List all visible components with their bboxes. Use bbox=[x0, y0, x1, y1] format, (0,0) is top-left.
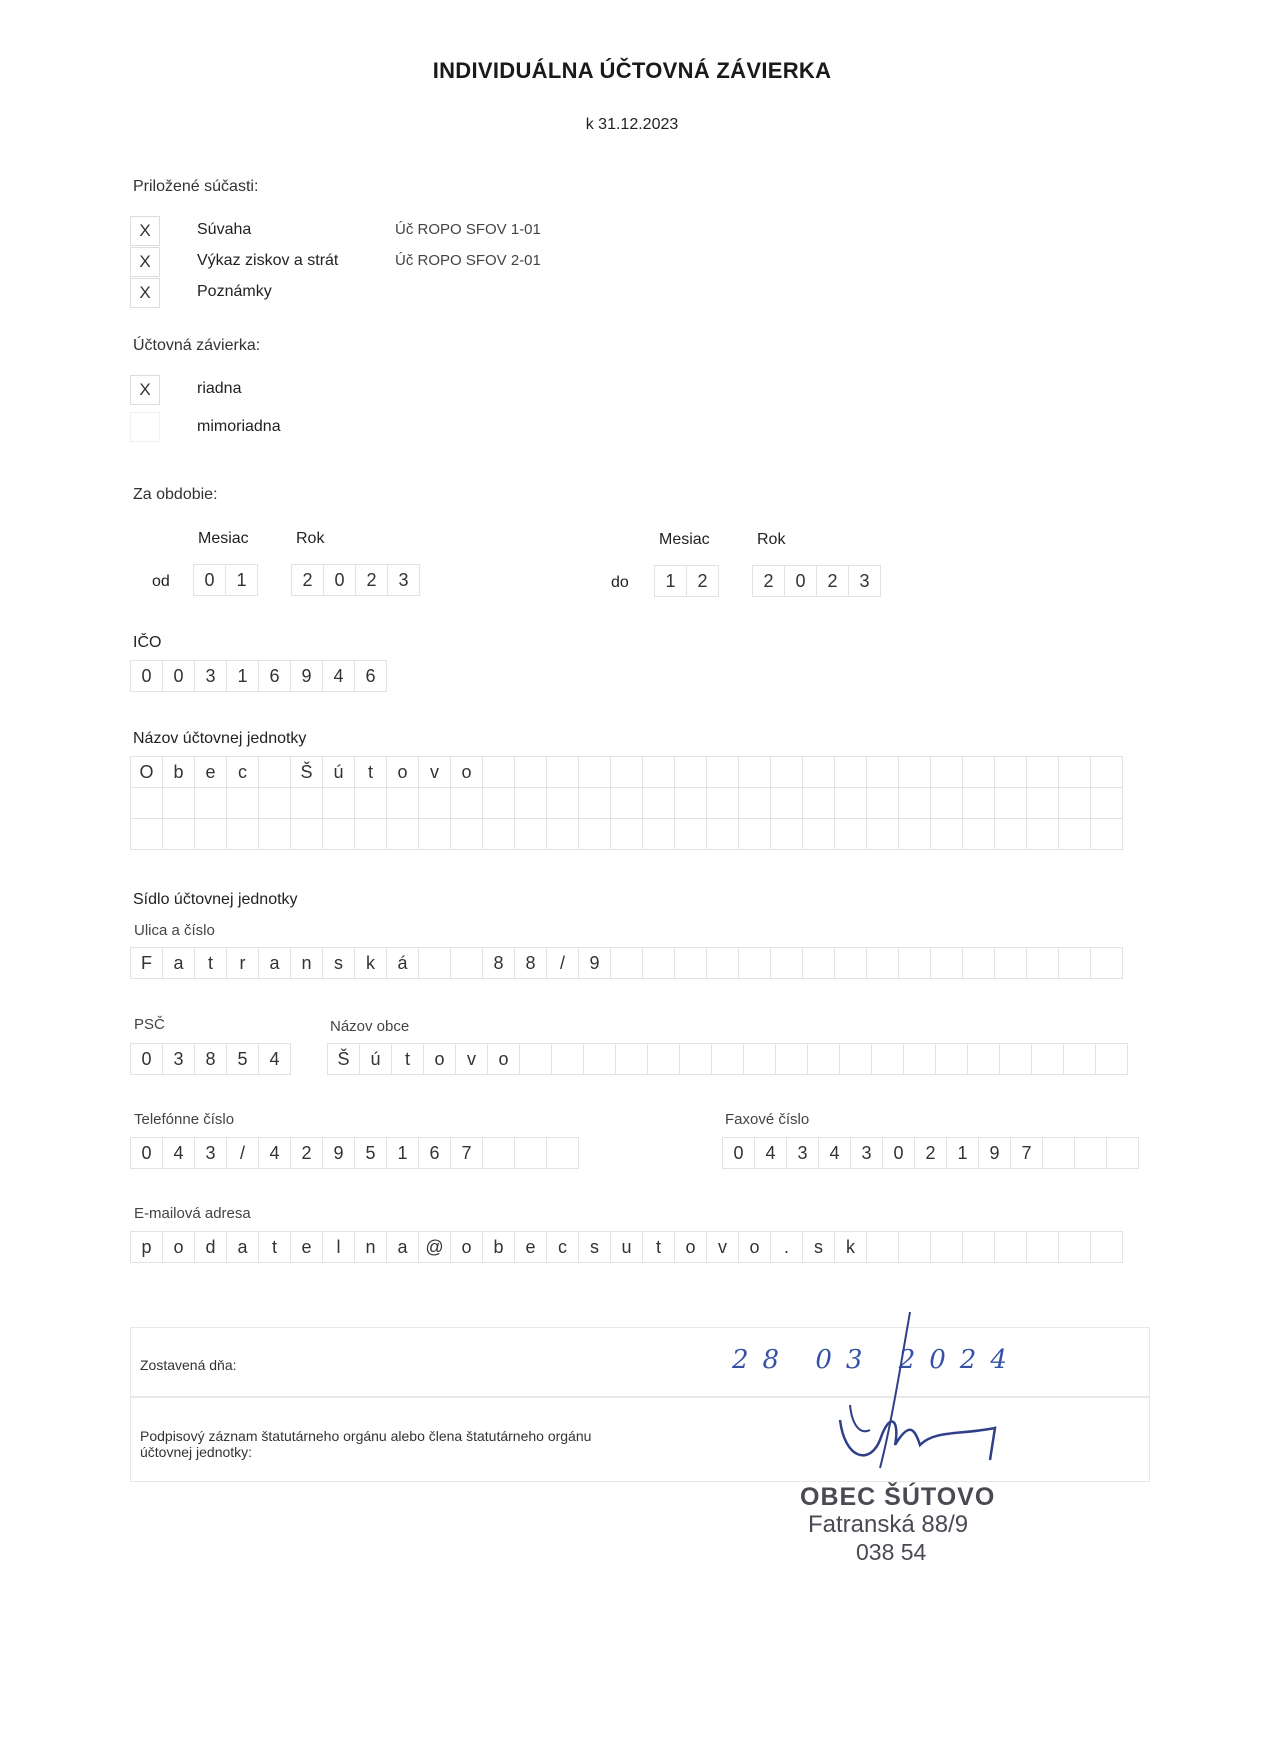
to-year-label: Rok bbox=[757, 531, 786, 548]
char-cell bbox=[610, 756, 643, 788]
char-cell bbox=[866, 1231, 899, 1263]
char-cell: 9 bbox=[322, 1137, 355, 1169]
char-cell: @ bbox=[418, 1231, 451, 1263]
closing-heading: Účtovná závierka: bbox=[133, 337, 261, 354]
address-heading: Sídlo účtovnej jednotky bbox=[133, 891, 298, 908]
char-cell: / bbox=[546, 947, 579, 979]
char-cell: e bbox=[290, 1231, 323, 1263]
attachment-label: Poznámky bbox=[197, 283, 272, 300]
char-cell: 0 bbox=[130, 1137, 163, 1169]
char-cell bbox=[962, 818, 995, 850]
char-cell bbox=[1058, 756, 1091, 788]
char-cell: o bbox=[487, 1043, 520, 1075]
char-cell bbox=[1026, 1231, 1059, 1263]
char-cell: s bbox=[578, 1231, 611, 1263]
entity-name-field[interactable] bbox=[130, 756, 1150, 849]
attachment-code: Úč ROPO SFOV 2-01 bbox=[395, 252, 541, 269]
char-cell: o bbox=[386, 756, 419, 788]
handwritten-signature bbox=[820, 1310, 1020, 1470]
char-cell bbox=[610, 818, 643, 850]
char-cell bbox=[871, 1043, 904, 1075]
char-cell: o bbox=[450, 1231, 483, 1263]
char-cell: 3 bbox=[162, 1043, 195, 1075]
char-cell bbox=[258, 787, 291, 819]
char-cell bbox=[834, 756, 867, 788]
char-cell bbox=[898, 787, 931, 819]
char-cell bbox=[1058, 947, 1091, 979]
char-cell bbox=[130, 818, 163, 850]
digit-cell: 2 bbox=[291, 564, 324, 596]
char-cell bbox=[615, 1043, 648, 1075]
char-cell bbox=[194, 787, 227, 819]
char-cell: 1 bbox=[226, 660, 259, 692]
ico-field[interactable] bbox=[130, 660, 386, 692]
char-cell: 4 bbox=[258, 1043, 291, 1075]
char-cell: 1 bbox=[386, 1137, 419, 1169]
char-cell bbox=[482, 1137, 515, 1169]
char-cell bbox=[1058, 818, 1091, 850]
char-cell bbox=[258, 756, 291, 788]
char-cell bbox=[802, 756, 835, 788]
char-cell bbox=[1074, 1137, 1107, 1169]
signature-label: Podpisový záznam štatutárneho orgánu alebo člena štatutárneho orgánu účtovnej jednotky: bbox=[140, 1428, 592, 1460]
char-cell bbox=[551, 1043, 584, 1075]
checkbox-mimoriadna[interactable] bbox=[130, 412, 160, 442]
char-cell bbox=[967, 1043, 1000, 1075]
char-cell bbox=[834, 947, 867, 979]
char-cell: p bbox=[130, 1231, 163, 1263]
char-cell: 6 bbox=[354, 660, 387, 692]
char-cell bbox=[514, 756, 547, 788]
phone-label: Telefónne číslo bbox=[134, 1111, 235, 1128]
char-cell bbox=[1090, 756, 1123, 788]
char-cell: t bbox=[194, 947, 227, 979]
char-cell: 4 bbox=[322, 660, 355, 692]
char-cell bbox=[930, 1231, 963, 1263]
checkbox-vykaz[interactable]: X bbox=[130, 247, 160, 277]
char-cell: O bbox=[130, 756, 163, 788]
phone-field[interactable] bbox=[130, 1137, 578, 1169]
char-cell bbox=[775, 1043, 808, 1075]
char-cell bbox=[450, 947, 483, 979]
char-cell bbox=[999, 1043, 1032, 1075]
char-cell bbox=[1058, 787, 1091, 819]
stamp-line-1: OBEC ŠÚTOVO bbox=[800, 1483, 996, 1511]
char-cell bbox=[519, 1043, 552, 1075]
char-cell bbox=[1090, 787, 1123, 819]
street-field[interactable] bbox=[130, 947, 1122, 979]
char-cell: 2 bbox=[914, 1137, 947, 1169]
char-cell bbox=[994, 787, 1027, 819]
char-cell bbox=[322, 787, 355, 819]
char-cell: t bbox=[258, 1231, 291, 1263]
char-cell: e bbox=[514, 1231, 547, 1263]
char-cell: e bbox=[194, 756, 227, 788]
char-cell bbox=[642, 947, 675, 979]
char-cell bbox=[674, 787, 707, 819]
street-label: Ulica a číslo bbox=[134, 922, 215, 939]
char-cell: 7 bbox=[450, 1137, 483, 1169]
char-cell: o bbox=[162, 1231, 195, 1263]
char-cell bbox=[418, 818, 451, 850]
char-cell bbox=[482, 756, 515, 788]
stamp-line-2: Fatranská 88/9 bbox=[808, 1511, 969, 1538]
char-cell: c bbox=[226, 756, 259, 788]
psc-field[interactable] bbox=[130, 1043, 290, 1075]
char-cell bbox=[450, 818, 483, 850]
email-label: E-mailová adresa bbox=[134, 1205, 251, 1222]
char-cell: Š bbox=[327, 1043, 360, 1075]
char-cell bbox=[930, 818, 963, 850]
char-cell: ú bbox=[359, 1043, 392, 1075]
from-month-label: Mesiac bbox=[198, 530, 249, 547]
char-cell bbox=[418, 787, 451, 819]
char-cell: s bbox=[322, 947, 355, 979]
char-cell: 0 bbox=[130, 660, 163, 692]
char-cell bbox=[839, 1043, 872, 1075]
char-cell bbox=[642, 787, 675, 819]
char-cell: t bbox=[391, 1043, 424, 1075]
char-cell bbox=[770, 756, 803, 788]
char-cell bbox=[226, 818, 259, 850]
char-cell: a bbox=[258, 947, 291, 979]
char-cell bbox=[962, 787, 995, 819]
char-cell bbox=[706, 787, 739, 819]
char-cell bbox=[706, 818, 739, 850]
char-cell: c bbox=[546, 1231, 579, 1263]
char-cell bbox=[418, 947, 451, 979]
char-cell bbox=[354, 787, 387, 819]
char-cell: a bbox=[226, 1231, 259, 1263]
char-cell: á bbox=[386, 947, 419, 979]
char-cell bbox=[290, 818, 323, 850]
char-cell bbox=[706, 756, 739, 788]
char-cell bbox=[903, 1043, 936, 1075]
char-cell: 8 bbox=[194, 1043, 227, 1075]
char-cell: 9 bbox=[978, 1137, 1011, 1169]
char-cell: 3 bbox=[194, 660, 227, 692]
char-cell bbox=[578, 787, 611, 819]
char-cell bbox=[898, 818, 931, 850]
char-cell bbox=[642, 818, 675, 850]
attachments-heading: Priložené súčasti: bbox=[133, 178, 259, 195]
char-cell bbox=[711, 1043, 744, 1075]
char-cell: b bbox=[162, 756, 195, 788]
from-month-field[interactable] bbox=[193, 564, 257, 596]
char-cell: 0 bbox=[882, 1137, 915, 1169]
char-cell bbox=[1106, 1137, 1139, 1169]
psc-label: PSČ bbox=[134, 1016, 165, 1033]
char-cell bbox=[642, 756, 675, 788]
char-cell: a bbox=[162, 947, 195, 979]
char-cell bbox=[1026, 947, 1059, 979]
char-cell bbox=[770, 818, 803, 850]
digit-cell: 2 bbox=[816, 565, 849, 597]
char-cell bbox=[802, 787, 835, 819]
char-cell bbox=[578, 818, 611, 850]
char-cell: 3 bbox=[850, 1137, 883, 1169]
char-cell: 7 bbox=[1010, 1137, 1043, 1169]
char-cell: . bbox=[770, 1231, 803, 1263]
char-cell bbox=[962, 1231, 995, 1263]
char-cell: ú bbox=[322, 756, 355, 788]
town-label: Názov obce bbox=[330, 1018, 410, 1035]
char-cell bbox=[482, 818, 515, 850]
char-cell bbox=[290, 787, 323, 819]
char-cell: v bbox=[418, 756, 451, 788]
char-cell bbox=[994, 756, 1027, 788]
fax-label: Faxové číslo bbox=[725, 1111, 810, 1128]
fax-field[interactable] bbox=[722, 1137, 1138, 1169]
char-cell bbox=[738, 787, 771, 819]
char-cell bbox=[514, 1137, 547, 1169]
digit-cell: 2 bbox=[355, 564, 388, 596]
document-title: INDIVIDUÁLNA ÚČTOVNÁ ZÁVIERKA bbox=[432, 58, 832, 83]
char-cell bbox=[258, 818, 291, 850]
char-cell: n bbox=[354, 1231, 387, 1263]
char-cell bbox=[898, 756, 931, 788]
char-cell: 0 bbox=[130, 1043, 163, 1075]
char-cell: o bbox=[674, 1231, 707, 1263]
char-cell: 0 bbox=[722, 1137, 755, 1169]
char-cell bbox=[898, 947, 931, 979]
char-cell bbox=[1031, 1043, 1064, 1075]
char-cell bbox=[546, 1137, 579, 1169]
char-cell: 6 bbox=[418, 1137, 451, 1169]
char-cell bbox=[866, 818, 899, 850]
char-cell bbox=[1026, 756, 1059, 788]
email-field[interactable] bbox=[130, 1231, 1122, 1263]
from-year-field[interactable] bbox=[291, 564, 419, 596]
char-cell: r bbox=[226, 947, 259, 979]
char-cell: n bbox=[290, 947, 323, 979]
char-cell bbox=[935, 1043, 968, 1075]
char-cell: 8 bbox=[482, 947, 515, 979]
char-cell: l bbox=[322, 1231, 355, 1263]
period-heading: Za obdobie: bbox=[133, 486, 218, 503]
char-cell bbox=[583, 1043, 616, 1075]
entity-name-label: Názov účtovnej jednotky bbox=[133, 730, 307, 747]
char-cell bbox=[802, 818, 835, 850]
char-cell bbox=[130, 787, 163, 819]
char-cell bbox=[994, 818, 1027, 850]
char-cell bbox=[738, 756, 771, 788]
char-cell bbox=[930, 787, 963, 819]
char-cell: a bbox=[386, 1231, 419, 1263]
digit-cell: 2 bbox=[686, 565, 719, 597]
attachment-label: Súvaha bbox=[197, 221, 252, 238]
char-cell bbox=[866, 787, 899, 819]
char-cell bbox=[610, 947, 643, 979]
char-cell: 5 bbox=[354, 1137, 387, 1169]
char-cell: k bbox=[834, 1231, 867, 1263]
char-cell: k bbox=[354, 947, 387, 979]
digit-cell: 1 bbox=[225, 564, 258, 596]
digit-cell: 2 bbox=[752, 565, 785, 597]
char-cell bbox=[674, 756, 707, 788]
char-cell bbox=[743, 1043, 776, 1075]
char-cell: s bbox=[802, 1231, 835, 1263]
date-label: Zostavená dňa: bbox=[140, 1357, 237, 1373]
char-cell bbox=[738, 818, 771, 850]
char-cell bbox=[578, 756, 611, 788]
closing-option-label: riadna bbox=[197, 380, 242, 397]
char-cell: t bbox=[642, 1231, 675, 1263]
char-cell: 5 bbox=[226, 1043, 259, 1075]
attachment-label: Výkaz ziskov a strát bbox=[197, 252, 339, 269]
char-cell bbox=[866, 947, 899, 979]
char-cell: v bbox=[455, 1043, 488, 1075]
to-label: do bbox=[611, 574, 629, 591]
char-cell: 8 bbox=[514, 947, 547, 979]
char-cell bbox=[1026, 818, 1059, 850]
char-cell bbox=[162, 818, 195, 850]
char-cell bbox=[322, 818, 355, 850]
char-cell bbox=[994, 947, 1027, 979]
char-cell bbox=[1090, 947, 1123, 979]
char-cell bbox=[962, 947, 995, 979]
to-year-field[interactable] bbox=[752, 565, 880, 597]
char-cell: 9 bbox=[578, 947, 611, 979]
char-cell: o bbox=[423, 1043, 456, 1075]
char-cell bbox=[1026, 787, 1059, 819]
char-cell: d bbox=[194, 1231, 227, 1263]
to-month-label: Mesiac bbox=[659, 531, 710, 548]
char-cell bbox=[1063, 1043, 1096, 1075]
char-cell bbox=[679, 1043, 712, 1075]
char-cell bbox=[770, 947, 803, 979]
char-cell bbox=[514, 818, 547, 850]
char-cell bbox=[226, 787, 259, 819]
char-cell bbox=[738, 947, 771, 979]
char-cell: 4 bbox=[162, 1137, 195, 1169]
char-cell bbox=[674, 947, 707, 979]
char-cell bbox=[834, 818, 867, 850]
char-cell bbox=[930, 947, 963, 979]
char-cell bbox=[807, 1043, 840, 1075]
char-cell bbox=[1095, 1043, 1128, 1075]
char-cell bbox=[802, 947, 835, 979]
char-cell: u bbox=[610, 1231, 643, 1263]
char-cell: o bbox=[738, 1231, 771, 1263]
char-cell bbox=[546, 787, 579, 819]
checkbox-poznamky[interactable]: X bbox=[130, 278, 160, 308]
digit-cell: 3 bbox=[848, 565, 881, 597]
char-cell: 4 bbox=[754, 1137, 787, 1169]
char-cell bbox=[770, 787, 803, 819]
char-cell bbox=[610, 787, 643, 819]
char-cell bbox=[386, 818, 419, 850]
char-cell: 3 bbox=[786, 1137, 819, 1169]
char-cell: 4 bbox=[258, 1137, 291, 1169]
town-field[interactable] bbox=[327, 1043, 1127, 1075]
char-cell: o bbox=[450, 756, 483, 788]
char-cell bbox=[194, 818, 227, 850]
ico-label: IČO bbox=[133, 634, 162, 651]
char-cell bbox=[994, 1231, 1027, 1263]
char-cell bbox=[962, 756, 995, 788]
char-cell bbox=[674, 818, 707, 850]
digit-cell: 3 bbox=[387, 564, 420, 596]
char-cell bbox=[546, 756, 579, 788]
char-cell bbox=[482, 787, 515, 819]
char-cell bbox=[546, 818, 579, 850]
char-cell bbox=[1058, 1231, 1091, 1263]
char-cell bbox=[354, 818, 387, 850]
digit-cell: 0 bbox=[193, 564, 226, 596]
char-cell: F bbox=[130, 947, 163, 979]
stamp-line-3: 038 54 bbox=[856, 1539, 927, 1565]
char-cell bbox=[386, 787, 419, 819]
char-cell bbox=[1042, 1137, 1075, 1169]
char-cell bbox=[647, 1043, 680, 1075]
char-cell: 0 bbox=[162, 660, 195, 692]
char-cell: 4 bbox=[818, 1137, 851, 1169]
from-year-label: Rok bbox=[296, 530, 325, 547]
checkbox-suvaha[interactable]: X bbox=[130, 216, 160, 246]
char-cell bbox=[1090, 1231, 1123, 1263]
char-cell: b bbox=[482, 1231, 515, 1263]
char-cell: 2 bbox=[290, 1137, 323, 1169]
char-cell: 3 bbox=[194, 1137, 227, 1169]
char-cell bbox=[898, 1231, 931, 1263]
attachment-code: Úč ROPO SFOV 1-01 bbox=[395, 221, 541, 238]
char-cell: Š bbox=[290, 756, 323, 788]
char-cell: 9 bbox=[290, 660, 323, 692]
char-cell: / bbox=[226, 1137, 259, 1169]
char-cell: 6 bbox=[258, 660, 291, 692]
char-cell bbox=[450, 787, 483, 819]
char-cell bbox=[834, 787, 867, 819]
char-cell: 1 bbox=[946, 1137, 979, 1169]
char-cell bbox=[930, 756, 963, 788]
char-cell bbox=[514, 787, 547, 819]
digit-cell: 0 bbox=[784, 565, 817, 597]
handwritten-date: 28 03 2024 bbox=[732, 1345, 1021, 1375]
char-cell: v bbox=[706, 1231, 739, 1263]
digit-cell: 0 bbox=[323, 564, 356, 596]
checkbox-riadna[interactable]: X bbox=[130, 375, 160, 405]
char-cell bbox=[1090, 818, 1123, 850]
char-cell bbox=[866, 756, 899, 788]
from-label: od bbox=[152, 573, 170, 590]
closing-option-label: mimoriadna bbox=[197, 418, 281, 435]
char-cell bbox=[706, 947, 739, 979]
char-cell bbox=[162, 787, 195, 819]
to-month-field[interactable] bbox=[654, 565, 718, 597]
digit-cell: 1 bbox=[654, 565, 687, 597]
char-cell: t bbox=[354, 756, 387, 788]
document-date: k 31.12.2023 bbox=[585, 116, 679, 133]
